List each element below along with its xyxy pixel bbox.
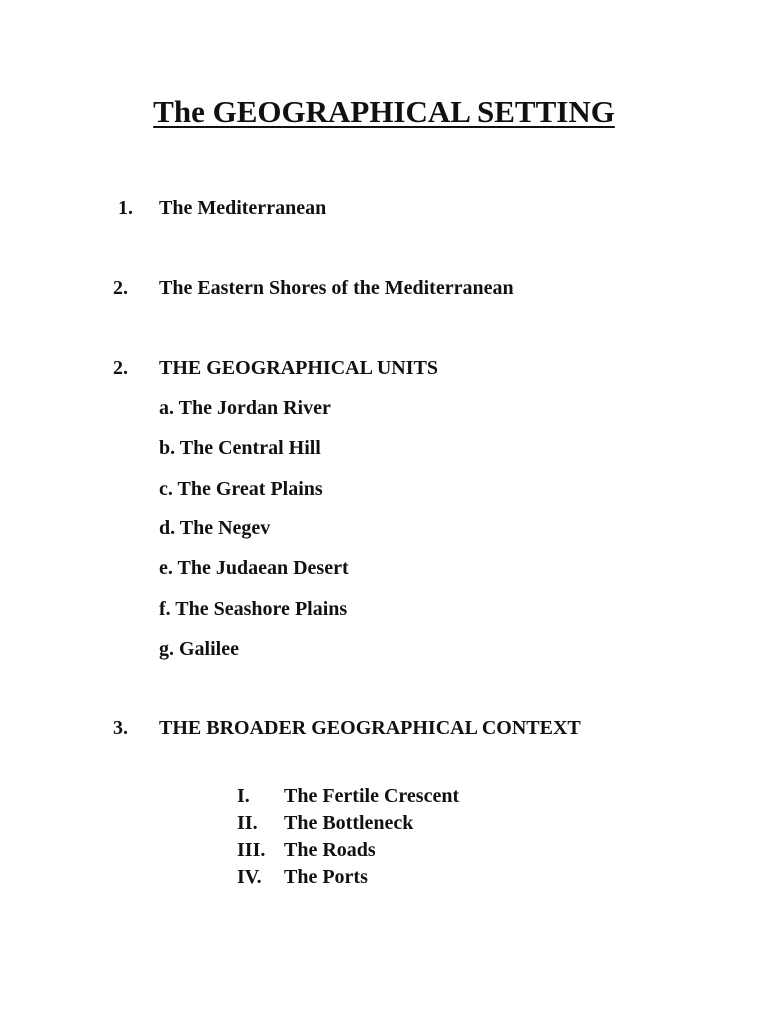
list-item: The Ports [284,866,368,888]
roman-numeral: III. [237,839,266,861]
list-item: b. The Central Hill [159,437,321,459]
list-item: The Fertile Crescent [284,785,460,807]
section-heading: THE GEOGRAPHICAL UNITS [159,357,438,379]
section-heading: THE BROADER GEOGRAPHICAL CONTEXT [159,717,581,739]
list-item: f. The Seashore Plains [159,598,348,620]
list-item: d. The Negev [159,517,271,539]
list-item: a. The Jordan River [159,397,331,419]
section-number: 2. [113,277,128,299]
roman-numeral: IV. [237,866,262,888]
list-item: The Roads [284,839,376,861]
roman-numeral: II. [237,812,258,834]
section-number: 3. [113,717,128,739]
section-heading: The Mediterranean [159,197,327,219]
page-title: The GEOGRAPHICAL SETTING [153,94,615,129]
section-number: 1. [118,197,133,219]
list-item: The Bottleneck [284,812,414,834]
roman-numeral: I. [237,785,250,807]
list-item: e. The Judaean Desert [159,557,349,579]
section-number: 2. [113,357,128,379]
list-item: c. The Great Plains [159,478,323,500]
section-heading: The Eastern Shores of the Mediterranean [159,277,514,299]
list-item: g. Galilee [159,638,239,660]
